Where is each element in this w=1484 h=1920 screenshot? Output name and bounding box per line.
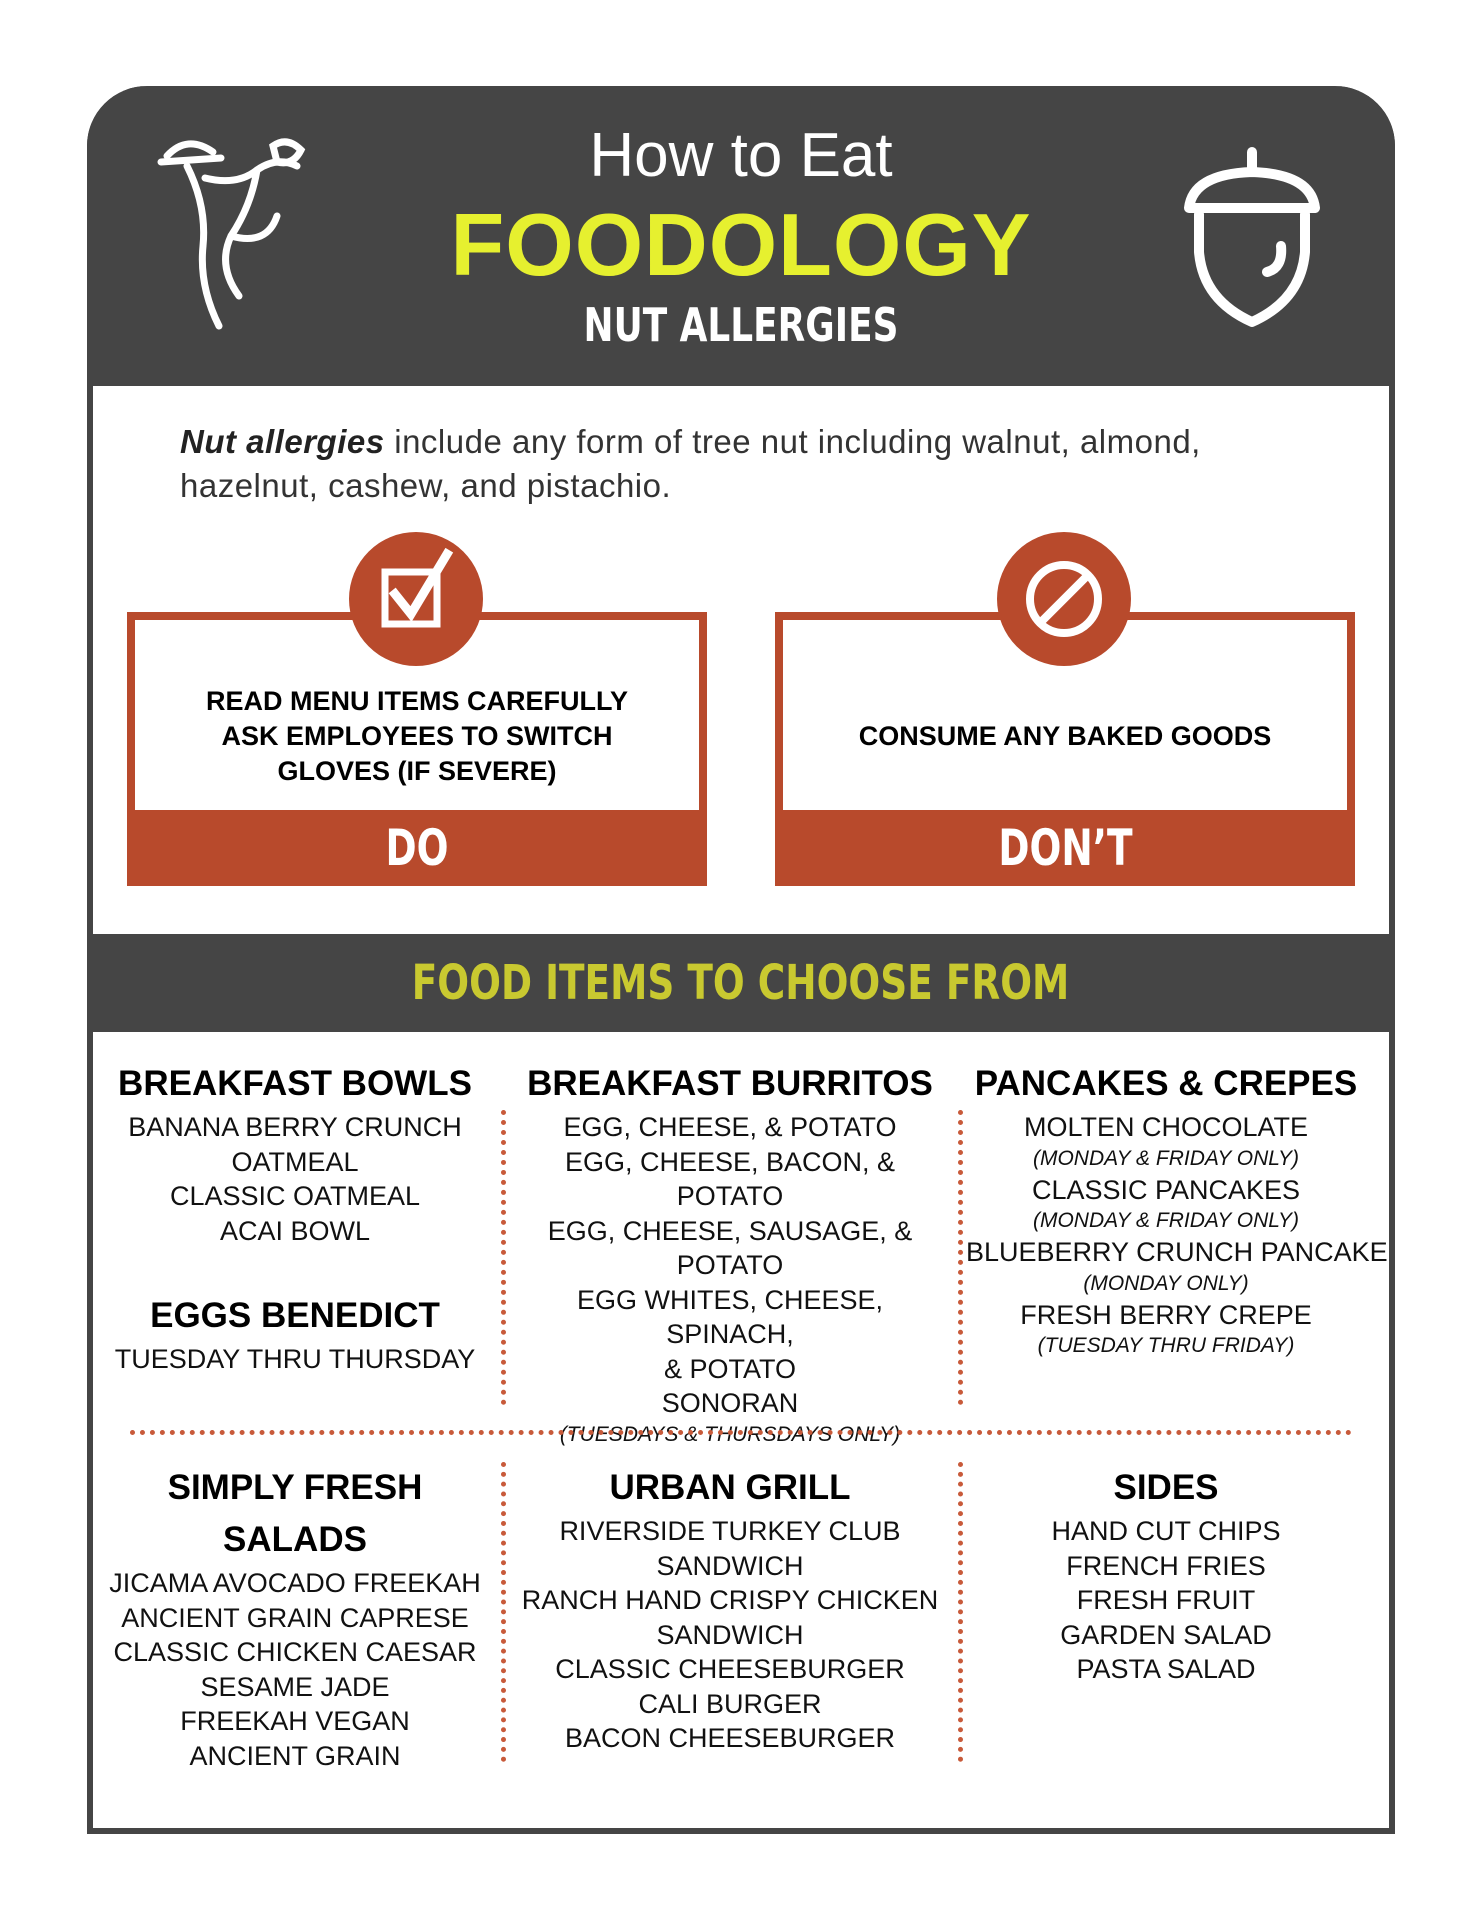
menu-item: MOLTEN CHOCOLATE (1023, 1112, 1309, 1142)
sides-heading: SIDES (1113, 1468, 1219, 1507)
menu-item: FRENCH FRIES (1066, 1550, 1266, 1581)
pancakes-heading: PANCAKES & CREPES (974, 1064, 1358, 1103)
dont-line: CONSUME ANY BAKED GOODS (858, 720, 1272, 751)
do-label: DO (385, 819, 449, 877)
eggs-benedict-heading: EGGS BENEDICT (150, 1296, 440, 1335)
menu-item: EGG, CHEESE, BACON, & POTATO (564, 1146, 896, 1211)
menu-item: JICAMA AVOCADO FREEKAH (109, 1568, 481, 1598)
menu-item: & POTATO (663, 1353, 797, 1384)
column-divider (958, 1110, 963, 1405)
menu-item: BANANA BERRY CRUNCH (128, 1112, 462, 1142)
menu-item: BACON CHEESEBURGER (564, 1723, 896, 1753)
intro-paragraph (180, 420, 1320, 508)
do-line: ASK EMPLOYEES TO SWITCH (221, 720, 613, 751)
menu-item: SONORAN (661, 1388, 799, 1418)
do-card-text (135, 678, 699, 794)
menu-item: EGG, CHEESE, SAUSAGE, & (547, 1215, 913, 1246)
menu-item: CLASSIC CHEESEBURGER (555, 1654, 905, 1684)
row-divider (130, 1430, 1352, 1435)
menu-note: (MONDAY ONLY) (1083, 1271, 1249, 1295)
menu-item: PASTA SALAD (1076, 1654, 1256, 1684)
menu-item: RANCH HAND CRISPY CHICKEN (521, 1585, 939, 1615)
do-card (127, 612, 707, 886)
menu-item: SANDWICH (656, 1619, 804, 1650)
breakfast-burritos-heading: BREAKFAST BURRITOS (527, 1064, 933, 1103)
breakfast-bowls-column (100, 1058, 490, 1377)
menu-item: EGG WHITES, CHEESE, SPINACH, (576, 1284, 884, 1349)
pancakes-column (966, 1058, 1388, 1360)
menu-item: BLUEBERRY CRUNCH PANCAKE (966, 1237, 1388, 1267)
brand-title: FOODOLOGY (450, 195, 1032, 294)
do-line: GLOVES (IF SEVERE) (277, 755, 557, 786)
column-divider (501, 1110, 506, 1405)
salads-heading: SIMPLY FRESH (167, 1468, 423, 1507)
menu-item: FRESH BERRY CREPE (1020, 1299, 1312, 1330)
menu-item: ACAI BOWL (219, 1215, 371, 1246)
salads-column (100, 1462, 490, 1773)
do-line: READ MENU ITEMS CAREFULLY (205, 685, 629, 716)
menu-item: CALI BURGER (638, 1688, 822, 1719)
menu-note: (TUESDAYS & THURSDAYS ONLY) (559, 1422, 901, 1446)
menu-item: GARDEN SALAD (1060, 1619, 1272, 1650)
dont-label-bar (775, 810, 1355, 886)
salads-heading: SALADS (223, 1520, 367, 1559)
sides-column (966, 1462, 1366, 1687)
menu-note: (TUESDAY THRU FRIDAY) (1037, 1334, 1295, 1357)
urban-grill-column (510, 1462, 950, 1756)
menu-item: ANCIENT GRAIN (189, 1740, 401, 1771)
urban-grill-heading: URBAN GRILL (609, 1468, 851, 1507)
dont-card (775, 612, 1355, 886)
do-label-bar (127, 810, 707, 886)
intro-text: include any form of tree nut including walnut, almond, hazelnut, cashew, and pistachio. (180, 423, 1201, 504)
breakfast-burritos-column (510, 1058, 950, 1449)
do-badge (349, 532, 483, 666)
menu-item: CLASSIC CHICKEN CAESAR (113, 1637, 477, 1667)
menu-item: OATMEAL (231, 1146, 359, 1177)
menu-item: POTATO (676, 1250, 784, 1280)
dont-badge (997, 532, 1131, 666)
dont-label: DON’T (997, 819, 1133, 877)
breakfast-bowls-heading: BREAKFAST BOWLS (118, 1064, 472, 1103)
menu-item: HAND CUT CHIPS (1051, 1516, 1281, 1546)
dont-card-text (783, 678, 1347, 794)
menu-item: EGG, CHEESE, & POTATO (563, 1112, 897, 1142)
acorn-icon (1177, 142, 1327, 332)
menu-item: CLASSIC PANCAKES (1031, 1174, 1301, 1205)
menu-item: TUESDAY THRU THURSDAY (114, 1344, 476, 1374)
menu-item: SANDWICH (656, 1550, 804, 1581)
menu-item: FRESH FRUIT (1076, 1585, 1256, 1615)
menu-item: FREEKAH VEGAN (180, 1706, 410, 1736)
header-subtitle: NUT ALLERGIES (583, 298, 899, 352)
section-title-bar (87, 934, 1395, 1032)
intro-bold: Nut allergies (180, 423, 385, 460)
column-divider (958, 1462, 963, 1762)
menu-item: SESAME JADE (200, 1671, 390, 1702)
header-top-line: How to Eat (589, 121, 893, 190)
checkbox-check-icon (349, 532, 483, 666)
header-banner (87, 86, 1395, 386)
menu-note: (MONDAY & FRIDAY ONLY) (1032, 1146, 1300, 1170)
column-divider (501, 1462, 506, 1762)
menu-note: (MONDAY & FRIDAY ONLY) (1032, 1209, 1300, 1232)
section-title: FOOD ITEMS TO CHOOSE FROM (412, 955, 1070, 1011)
menu-item: CLASSIC OATMEAL (169, 1181, 421, 1211)
prohibited-icon (997, 532, 1131, 666)
menu-item: ANCIENT GRAIN CAPRESE (121, 1602, 469, 1633)
menu-item: RIVERSIDE TURKEY CLUB (559, 1516, 901, 1546)
